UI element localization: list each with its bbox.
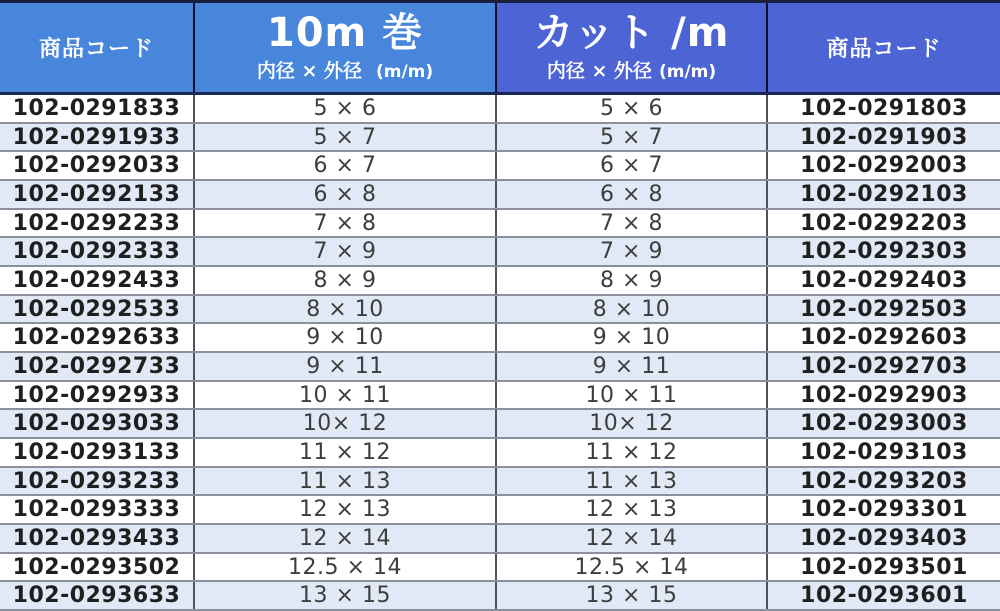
- table-row: [0, 382, 1000, 411]
- product-code-left-cell: 102-0292933: [0, 382, 195, 409]
- size-10m-roll-cell: 11 × 12: [195, 439, 497, 466]
- header-10m-roll-title: 10m 巻: [266, 10, 424, 56]
- size-cut-per-m-cell: 8 × 10: [497, 296, 768, 323]
- table-row: [0, 353, 1000, 382]
- product-code-left-cell: 102-0292633: [0, 324, 195, 351]
- product-code-right-cell: 102-0293403: [800, 525, 968, 551]
- header-product-code-right: [768, 3, 1000, 92]
- product-code-left-cell: 102-0292033: [0, 152, 195, 179]
- table-row: [0, 124, 1000, 153]
- header-10m-roll: [195, 3, 497, 92]
- size-cut-per-m-cell: 5 × 7: [497, 124, 768, 151]
- product-code-right-cell: 102-0292103: [800, 181, 968, 207]
- size-cut-per-m-cell: 13 × 15: [497, 582, 768, 609]
- size-10m-roll-cell: 13 × 15: [195, 582, 497, 609]
- header-cut-per-m-sub-text: 内径 × 外径: [546, 60, 652, 82]
- header-cut-per-m-subtitle: [547, 56, 716, 83]
- product-code-left-cell: 102-0293333: [0, 496, 195, 523]
- table-row: [0, 152, 1000, 181]
- product-code-right-cell: 102-0293003: [800, 411, 968, 437]
- product-code-left-cell: 102-0291833: [0, 95, 195, 122]
- size-cut-per-m-cell: 12 × 13: [497, 496, 768, 523]
- size-10m-roll-cell: 6 × 8: [195, 181, 497, 208]
- header-10m-roll-subtitle: [257, 56, 433, 83]
- size-cut-per-m-cell: 8 × 9: [497, 267, 768, 294]
- product-code-right-cell: 102-0291903: [800, 124, 968, 150]
- size-10m-roll-cell: 10× 12: [195, 410, 497, 437]
- table-row: [0, 468, 1000, 497]
- product-code-right-cell: 102-0293203: [800, 468, 968, 494]
- size-cut-per-m-cell: 6 × 7: [497, 152, 768, 179]
- product-code-left-cell: 102-0292333: [0, 238, 195, 265]
- table-row: [0, 181, 1000, 210]
- size-10m-roll-cell: 12.5 × 14: [195, 554, 497, 581]
- table-body: [0, 95, 1000, 611]
- table-row: [0, 525, 1000, 554]
- table-row: [0, 296, 1000, 325]
- header-cut-per-m: [497, 3, 768, 92]
- table-row: [0, 238, 1000, 267]
- size-cut-per-m-cell: 12 × 14: [497, 525, 768, 552]
- size-cut-per-m-cell: 9 × 11: [497, 353, 768, 380]
- size-cut-per-m-cell: 5 × 6: [497, 95, 768, 122]
- size-10m-roll-cell: 9 × 10: [195, 324, 497, 351]
- table-row: [0, 410, 1000, 439]
- table-row: [0, 439, 1000, 468]
- product-code-right-cell: 102-0293501: [800, 554, 968, 580]
- size-10m-roll-cell: 5 × 7: [195, 124, 497, 151]
- size-10m-roll-cell: 9 × 11: [195, 353, 497, 380]
- product-code-right-cell: 102-0292303: [800, 239, 968, 265]
- product-code-left-cell: 102-0293502: [0, 554, 195, 581]
- size-10m-roll-cell: 7 × 8: [195, 210, 497, 237]
- size-cut-per-m-cell: 6 × 8: [497, 181, 768, 208]
- product-code-left-cell: 102-0293033: [0, 410, 195, 437]
- product-code-right-cell: 102-0293103: [800, 439, 968, 465]
- header-product-code-left: [0, 3, 195, 92]
- product-code-left-cell: 102-0293233: [0, 468, 195, 495]
- size-cut-per-m-cell: 11 × 13: [497, 468, 768, 495]
- header-product-code-right-label: 商品コード: [826, 37, 942, 62]
- product-code-right-cell: 102-0292403: [800, 267, 968, 293]
- product-code-right-cell: 102-0292003: [800, 153, 968, 179]
- table-row: [0, 582, 1000, 611]
- product-code-right-cell: 102-0293601: [800, 583, 968, 609]
- size-cut-per-m-cell: 12.5 × 14: [497, 554, 768, 581]
- size-10m-roll-cell: 11 × 13: [195, 468, 497, 495]
- product-code-left-cell: 102-0293633: [0, 582, 195, 609]
- size-cut-per-m-cell: 10 × 11: [497, 382, 768, 409]
- product-code-left-cell: 102-0292533: [0, 296, 195, 323]
- table-row: [0, 210, 1000, 239]
- size-10m-roll-cell: 5 × 6: [195, 95, 497, 122]
- header-cut-per-m-title: カット /m: [533, 10, 730, 56]
- size-10m-roll-cell: 12 × 13: [195, 496, 497, 523]
- size-10m-roll-cell: 10 × 11: [195, 382, 497, 409]
- table-row: [0, 95, 1000, 124]
- product-code-right-cell: 102-0292503: [800, 296, 968, 322]
- product-code-right-cell: 102-0292703: [800, 353, 968, 379]
- product-code-right-cell: 102-0292203: [800, 210, 968, 236]
- size-cut-per-m-cell: 9 × 10: [497, 324, 768, 351]
- size-cut-per-m-cell: 7 × 9: [497, 238, 768, 265]
- size-10m-roll-cell: 8 × 10: [195, 296, 497, 323]
- header-10m-roll-sub-text: 内径 × 外径: [256, 60, 362, 82]
- product-code-left-cell: 102-0292433: [0, 267, 195, 294]
- table-row: [0, 496, 1000, 525]
- size-10m-roll-cell: 8 × 9: [195, 267, 497, 294]
- product-code-right-cell: 102-0293301: [800, 497, 968, 523]
- table-row: [0, 554, 1000, 583]
- product-code-left-cell: 102-0292233: [0, 210, 195, 237]
- size-cut-per-m-cell: 10× 12: [497, 410, 768, 437]
- product-code-right-cell: 102-0292603: [800, 325, 968, 351]
- product-code-left-cell: 102-0293433: [0, 525, 195, 552]
- header-product-code-left-label: 商品コード: [38, 37, 154, 62]
- size-10m-roll-cell: 7 × 9: [195, 238, 497, 265]
- product-code-left-cell: 102-0291933: [0, 124, 195, 151]
- size-10m-roll-cell: 6 × 7: [195, 152, 497, 179]
- table-row: [0, 324, 1000, 353]
- header-cut-per-m-unit: (m/m): [658, 62, 717, 82]
- product-code-left-cell: 102-0292133: [0, 181, 195, 208]
- table-row: [0, 267, 1000, 296]
- size-cut-per-m-cell: 7 × 8: [497, 210, 768, 237]
- product-code-left-cell: 102-0293133: [0, 439, 195, 466]
- product-code-right-cell: 102-0291803: [800, 95, 968, 121]
- size-10m-roll-cell: 12 × 14: [195, 525, 497, 552]
- table-header-row: [0, 3, 1000, 95]
- size-cut-per-m-cell: 11 × 12: [497, 439, 768, 466]
- product-code-right-cell: 102-0292903: [800, 382, 968, 408]
- header-10m-roll-unit: (m/m): [375, 62, 434, 82]
- product-code-left-cell: 102-0292733: [0, 353, 195, 380]
